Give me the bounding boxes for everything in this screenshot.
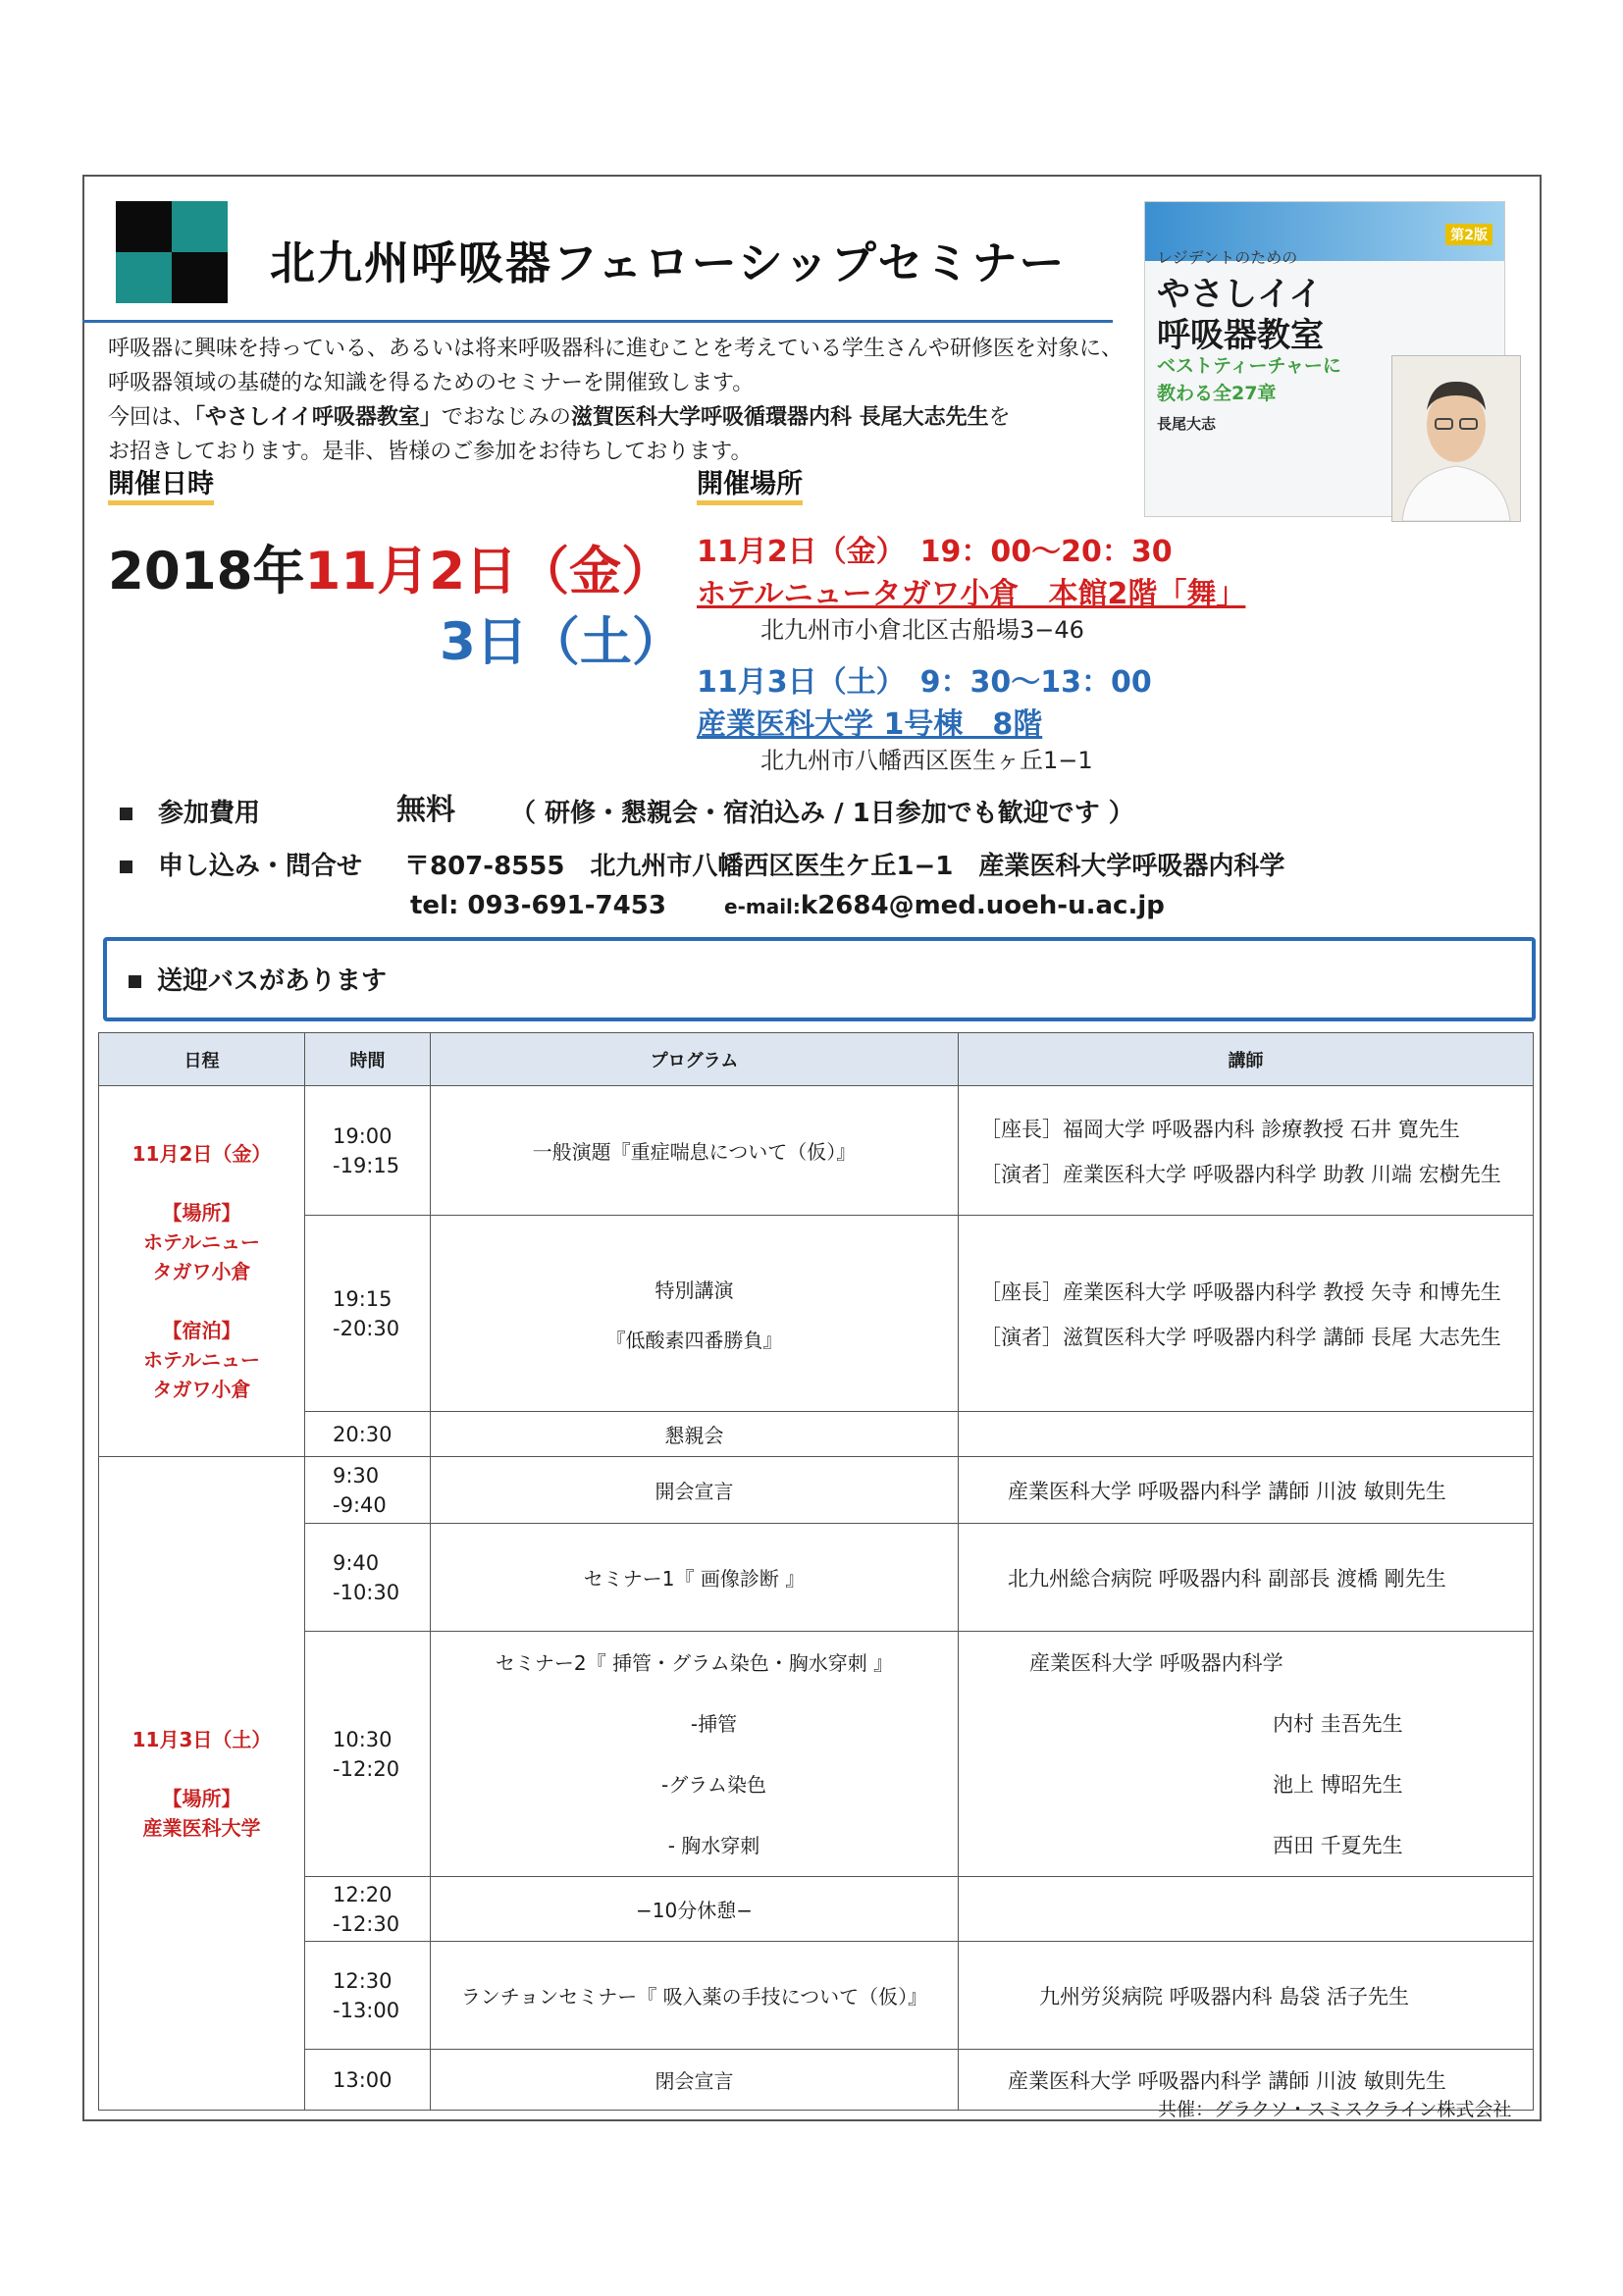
book-author: 長尾大志 <box>1157 415 1217 433</box>
header-date: 日程 <box>99 1033 305 1086</box>
speaker-cell <box>959 1412 1534 1457</box>
time-cell <box>305 1216 431 1412</box>
program-cell: 一般演題『重症喘息について（仮）』 <box>431 1086 959 1216</box>
bus-label: 送迎バスがあります <box>157 966 388 996</box>
book-title-1: やさしイイ <box>1157 275 1323 314</box>
intro-book-name: 「やさしイイ呼吸器教室」 <box>194 405 442 430</box>
day1-cell <box>99 1086 305 1457</box>
program-title: セミナー2『 挿管・グラム染色・胸水穿刺 』 <box>495 1650 894 1675</box>
venue-day1-place: ホテルニュータガワ小倉 本館2階「舞」 <box>697 577 1246 611</box>
schedule-table <box>98 1032 1534 2111</box>
contact-label: 申し込み・問合せ <box>158 852 363 881</box>
event-day-2: 3日（土） <box>440 612 684 672</box>
time-end: -19:15 <box>333 1153 400 1177</box>
page-title: 北九州呼吸器フェローシップセミナー <box>270 236 1067 289</box>
time-cell <box>305 1086 431 1216</box>
program-title: 特別講演 <box>654 1278 734 1302</box>
time-cell <box>305 1877 431 1942</box>
program-cell: −10分休憩− <box>431 1877 959 1942</box>
program-subitem: - 胸水穿刺 <box>667 1833 760 1857</box>
time-cell <box>305 1524 431 1632</box>
fee-label: 参加費用 <box>158 799 261 828</box>
speaker-photo <box>1391 355 1521 522</box>
program-subitem: -挿管 <box>690 1711 738 1736</box>
intro-line-3 <box>108 400 1128 435</box>
program-cell <box>431 1216 959 1412</box>
speaker-cell <box>959 1632 1534 1877</box>
day2-place-label: 【場所】 <box>162 1786 241 1810</box>
table-row <box>99 1942 1534 2050</box>
fee-note: （ 研修・懇親会・宿泊込み / 1日参加でも歓迎です ） <box>510 799 1134 828</box>
time-cell: 20:30 <box>305 1412 431 1457</box>
book-tagline-1: ベストティーチャーに <box>1157 355 1341 377</box>
venue-day2-address: 北九州市八幡西区医生ヶ丘1−1 <box>760 747 1093 774</box>
venue-day2-time: 11月3日（土） 9：30～13：00 <box>697 665 1152 700</box>
time-cell <box>305 1457 431 1524</box>
event-year: 2018年 <box>108 542 305 601</box>
email-label: e-mail: <box>724 895 801 918</box>
presenter: ［演者］滋賀医科大学 呼吸器内科学 講師 長尾 大志先生 <box>980 1325 1501 1349</box>
time-cell <box>305 1942 431 2050</box>
intro-line-1: 呼吸器に興味を持っている、あるいは将来呼吸器科に進むことを考えている学生さんや研修医を対象に、 <box>108 337 1124 361</box>
program-cell: セミナー1『 画像診断 』 <box>431 1524 959 1632</box>
day2-place: 産業医科大学 <box>142 1815 261 1840</box>
header-speaker: 講師 <box>959 1033 1534 1086</box>
bullet-icon <box>129 975 141 988</box>
fee-value: 無料 <box>396 793 455 827</box>
time-cell <box>305 1632 431 1877</box>
day1-place-2: タガワ小倉 <box>152 1259 251 1283</box>
book-tagline-2: 教わる全27章 <box>1157 383 1277 404</box>
venue-label: 開催場所 <box>697 469 803 505</box>
program-subtitle: 『低酸素四番勝負』 <box>605 1328 783 1352</box>
venue-day2-place: 産業医科大学 1号棟 8階 <box>697 707 1043 742</box>
day1-place-1: ホテルニュー <box>143 1229 260 1254</box>
book-subtitle: レジデントのための <box>1157 248 1298 267</box>
program-cell: 閉会宣言 <box>431 2050 959 2111</box>
bus-notice <box>103 937 1536 1021</box>
date-label: 開催日時 <box>108 469 214 505</box>
book-title-2: 呼吸器教室 <box>1157 316 1324 355</box>
speaker-cell <box>959 1216 1534 1412</box>
time-end: -12:30 <box>333 1911 400 1936</box>
title-divider <box>82 320 1113 323</box>
speaker-affiliation: 産業医科大学 呼吸器内科学 <box>1029 1650 1283 1675</box>
program-cell <box>431 1632 959 1877</box>
contact-tel: tel: 093-691-7453 <box>410 891 666 920</box>
email-value: k2684@med.uoeh-u.ac.jp <box>800 891 1165 920</box>
day2-date: 11月3日（土） <box>131 1727 272 1751</box>
time-start: 10:30 <box>333 1727 393 1751</box>
day1-stay-label: 【宿泊】 <box>162 1318 241 1342</box>
speaker-name: 内村 圭吾先生 <box>1273 1711 1403 1736</box>
table-row <box>99 1412 1534 1457</box>
time-start: 12:20 <box>333 1882 393 1906</box>
intro-text-c: でおなじみの <box>441 405 571 430</box>
day1-stay-1: ホテルニュー <box>143 1347 260 1372</box>
intro-text-e: を <box>988 405 1011 430</box>
table-row <box>99 1524 1534 1632</box>
table-row <box>99 1632 1534 1877</box>
contact-row <box>120 846 362 882</box>
intro-text <box>108 332 1128 469</box>
presenter: ［演者］産業医科大学 呼吸器内科学 助教 川端 宏樹先生 <box>980 1162 1501 1186</box>
fee-row <box>120 793 260 829</box>
time-cell: 13:00 <box>305 2050 431 2111</box>
time-end: -10:30 <box>333 1580 400 1604</box>
time-end: -9:40 <box>333 1492 387 1517</box>
contact-address: 〒807-8555 北九州市八幡西区医生ケ丘1−1 産業医科大学呼吸器内科学 <box>404 852 1285 881</box>
time-start: 19:15 <box>333 1286 393 1311</box>
speaker-name: 池上 博昭先生 <box>1273 1772 1403 1797</box>
header-time: 時間 <box>305 1033 431 1086</box>
intro-line-2: 呼吸器領域の基礎的な知識を得るためのセミナーを開催致します。 <box>108 371 755 395</box>
intro-text-a: 今回は、 <box>108 405 195 430</box>
day2-cell <box>99 1457 305 2111</box>
time-start: 19:00 <box>333 1123 393 1148</box>
speaker-cell <box>959 1877 1534 1942</box>
time-start: 12:30 <box>333 1968 393 1993</box>
table-row <box>99 1877 1534 1942</box>
venue-day1-address: 北九州市小倉北区古船場3−46 <box>760 616 1084 644</box>
table-row <box>99 1086 1534 1216</box>
day1-stay-2: タガワ小倉 <box>152 1377 251 1401</box>
bus-notice-text <box>129 961 387 997</box>
program-cell: 懇親会 <box>431 1412 959 1457</box>
speaker-cell: 産業医科大学 呼吸器内科学 講師 川波 敏則先生 <box>959 2050 1534 2111</box>
table-header-row <box>99 1033 1534 1086</box>
speaker-cell: 産業医科大学 呼吸器内科学 講師 川波 敏則先生 <box>959 1457 1534 1524</box>
speaker-cell <box>959 1086 1534 1216</box>
time-start: 9:40 <box>333 1550 380 1575</box>
book-edition-badge: 第2版 <box>1445 224 1492 245</box>
table-row <box>99 1216 1534 1412</box>
chair: ［座長］産業医科大学 呼吸器内科学 教授 矢寺 和博先生 <box>980 1279 1501 1304</box>
event-day-1: 11月2日（金） <box>304 542 674 601</box>
venue-day1-time: 11月2日（金） 19：00～20：30 <box>697 535 1173 569</box>
intro-line-4: お招きしております。是非、皆様のご参加をお待ちしております。 <box>108 440 753 464</box>
bullet-icon <box>120 808 132 820</box>
event-date <box>108 530 673 604</box>
chair: ［座長］福岡大学 呼吸器内科 診療教授 石井 寛先生 <box>980 1117 1460 1141</box>
time-end: -20:30 <box>333 1316 400 1340</box>
day1-place-label: 【場所】 <box>162 1200 241 1225</box>
speaker-cell: 北九州総合病院 呼吸器内科 副部長 渡橋 剛先生 <box>959 1524 1534 1632</box>
time-start: 9:30 <box>333 1463 380 1487</box>
speaker-cell: 九州労災病院 呼吸器内科 島袋 活子先生 <box>959 1942 1534 2050</box>
logo-icon <box>116 201 228 303</box>
table-row <box>99 1457 1534 1524</box>
intro-speaker: 滋賀医科大学呼吸循環器内科 長尾大志先生 <box>570 405 989 430</box>
header-program: プログラム <box>431 1033 959 1086</box>
program-cell: ランチョンセミナー『 吸入薬の手技について（仮）』 <box>431 1942 959 2050</box>
program-subitem: -グラム染色 <box>660 1772 767 1797</box>
speaker-name: 西田 千夏先生 <box>1273 1833 1403 1857</box>
day1-date: 11月2日（金） <box>131 1141 272 1166</box>
time-end: -12:20 <box>333 1756 400 1781</box>
sponsor-credit: 共催：グラクソ・スミスクライン株式会社 <box>1158 2099 1512 2120</box>
contact-email <box>724 891 1165 920</box>
bullet-icon <box>120 861 132 873</box>
program-cell: 開会宣言 <box>431 1457 959 1524</box>
time-end: -13:00 <box>333 1998 400 2022</box>
